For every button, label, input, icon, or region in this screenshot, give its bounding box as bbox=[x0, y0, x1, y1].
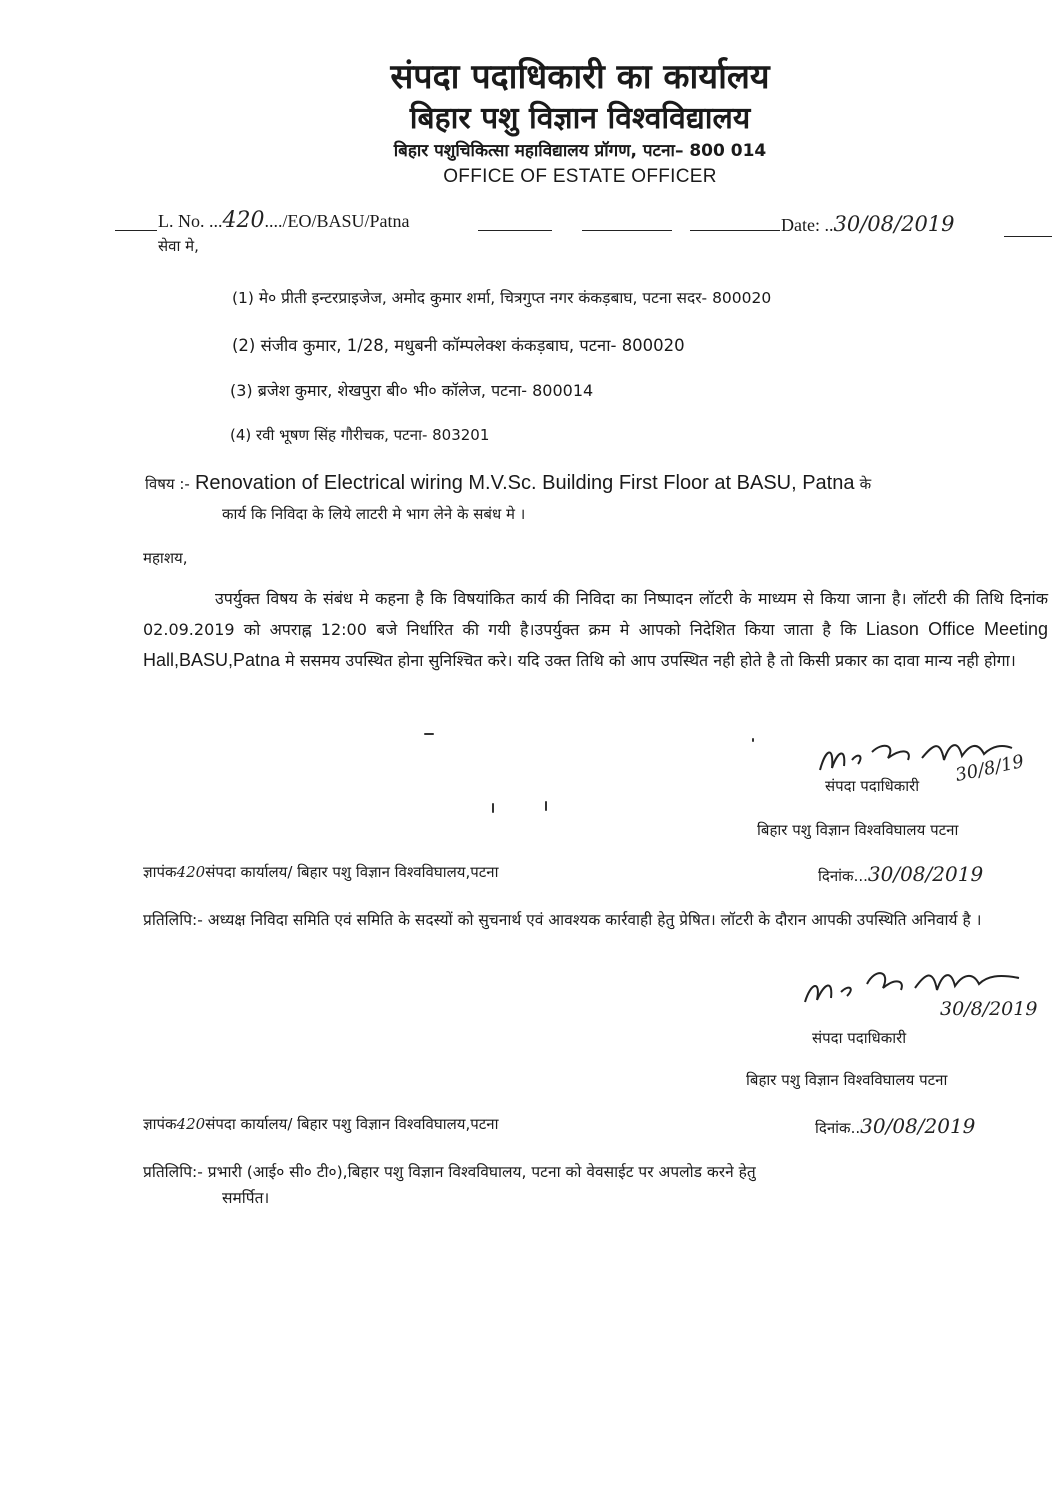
recipient-2: (2) संजीव कुमार, 1/28, मधुबनी कॉम्पलेक्श कंकड़बाघ, पटना- 800020 bbox=[232, 336, 685, 355]
salutation-to: सेवा मे, bbox=[158, 237, 199, 255]
university-sign-1: बिहार पशु विज्ञान विश्वविघालय पटना bbox=[757, 821, 959, 839]
reference-number: L. No. ...420..../EO/BASU/Patna bbox=[158, 208, 410, 233]
recipient-1: (1) मे० प्रीती इन्टरप्राइजेज, अमोद कुमार शर्मा, चित्रगुप्त नगर कंकड़बाघ, पटना सदर- 800020 bbox=[232, 289, 772, 307]
recipient-3: (3) ब्रजेश कुमार, शेखपुरा बी० भी० कॉलेज, पटना- 800014 bbox=[230, 381, 594, 400]
body-paragraph: उपर्युक्त विषय के संबंध मे कहना है कि विषयांकित कार्य की निविदा का निष्पादन लॉटरी के माध्यम से किया जाना है। लॉटरी की तिथि दिनांक 02.09.2019 को अपराह्न 12:00 बजे निर्धारित की गयी है।उपर्युक्त क्रम मे आपको निदेशित किया जाता है कि Liason Office Meeting Hall,BASU,Patna मे ससमय उपस्थित होना सुनिश्चित करे। यदि उक्त तिथि को आप उपस्थित नही होते है तो किसी प्रकार का दावा मान्य नही होगा। bbox=[143, 589, 1048, 670]
office-title-hindi: संपदा पदाधिकारी का कार्यालय bbox=[390, 57, 770, 97]
memo-2-copy-line-2: समर्पित। bbox=[222, 1189, 270, 1207]
memo-1-reference: ज्ञापंक420संपदा कार्यालय/ बिहार पशु विज्ञान विश्वविघालय,पटना bbox=[143, 863, 499, 881]
designation-1: संपदा पदाधिकारी bbox=[825, 777, 920, 795]
recipient-4: (4) रवी भूषण सिंह गौरीचक, पटना- 803201 bbox=[230, 426, 490, 444]
memo-1-copy: प्रतिलिपि:- अध्यक्ष निविदा समिति एवं समिति के सदस्यों को सुचनार्थ एवं आवश्यक कार्रवाही हेतु प्रेषित। लॉटरी के दौरान आपकी उपस्थिति अनिवार्य है । bbox=[143, 911, 982, 929]
memo-1-date: दिनांक...30/08/2019 bbox=[818, 862, 984, 886]
signature-1-date: 30/8/19 bbox=[953, 751, 1026, 786]
memo-2-copy-line-1: प्रतिलिपि:- प्रभारी (आई० सी० टी०),बिहार पशु विज्ञान विश्वविघालय, पटना को वेवसाईट पर अपलोड करने हेतु bbox=[143, 1163, 756, 1181]
signature-2-date: 30/8/2019 bbox=[940, 998, 1038, 1020]
meeting-venue: Liason Office Meeting Hall,BASU,Patna bbox=[143, 619, 1048, 670]
subject-continuation: कार्य कि निविदा के लिये लाटरी मे भाग लेने के सबंध मे । bbox=[222, 505, 526, 523]
designation-2: संपदा पदाधिकारी bbox=[812, 1029, 907, 1047]
office-title-english: OFFICE OF ESTATE OFFICER bbox=[443, 166, 717, 187]
subject-line: विषय :- Renovation of Electrical wiring M.V.Sc. Building First Floor at BASU, Patna के bbox=[145, 472, 872, 494]
memo-2-date: दिनांक..30/08/2019 bbox=[815, 1114, 976, 1138]
address-hindi: बिहार पशुचिकित्सा महाविद्यालय प्रॉगण, पटना– 800 014 bbox=[393, 141, 767, 161]
letter-date: Date: ..30/08/2019 bbox=[781, 212, 955, 236]
university-sign-2: बिहार पशु विज्ञान विश्वविघालय पटना bbox=[746, 1071, 948, 1089]
greeting: महाशय, bbox=[143, 549, 188, 567]
memo-2-reference: ज्ञापंक420संपदा कार्यालय/ बिहार पशु विज्ञान विश्वविघालय,पटना bbox=[143, 1115, 499, 1133]
university-title-hindi: बिहार पशु विज्ञान विश्वविद्यालय bbox=[409, 101, 751, 136]
